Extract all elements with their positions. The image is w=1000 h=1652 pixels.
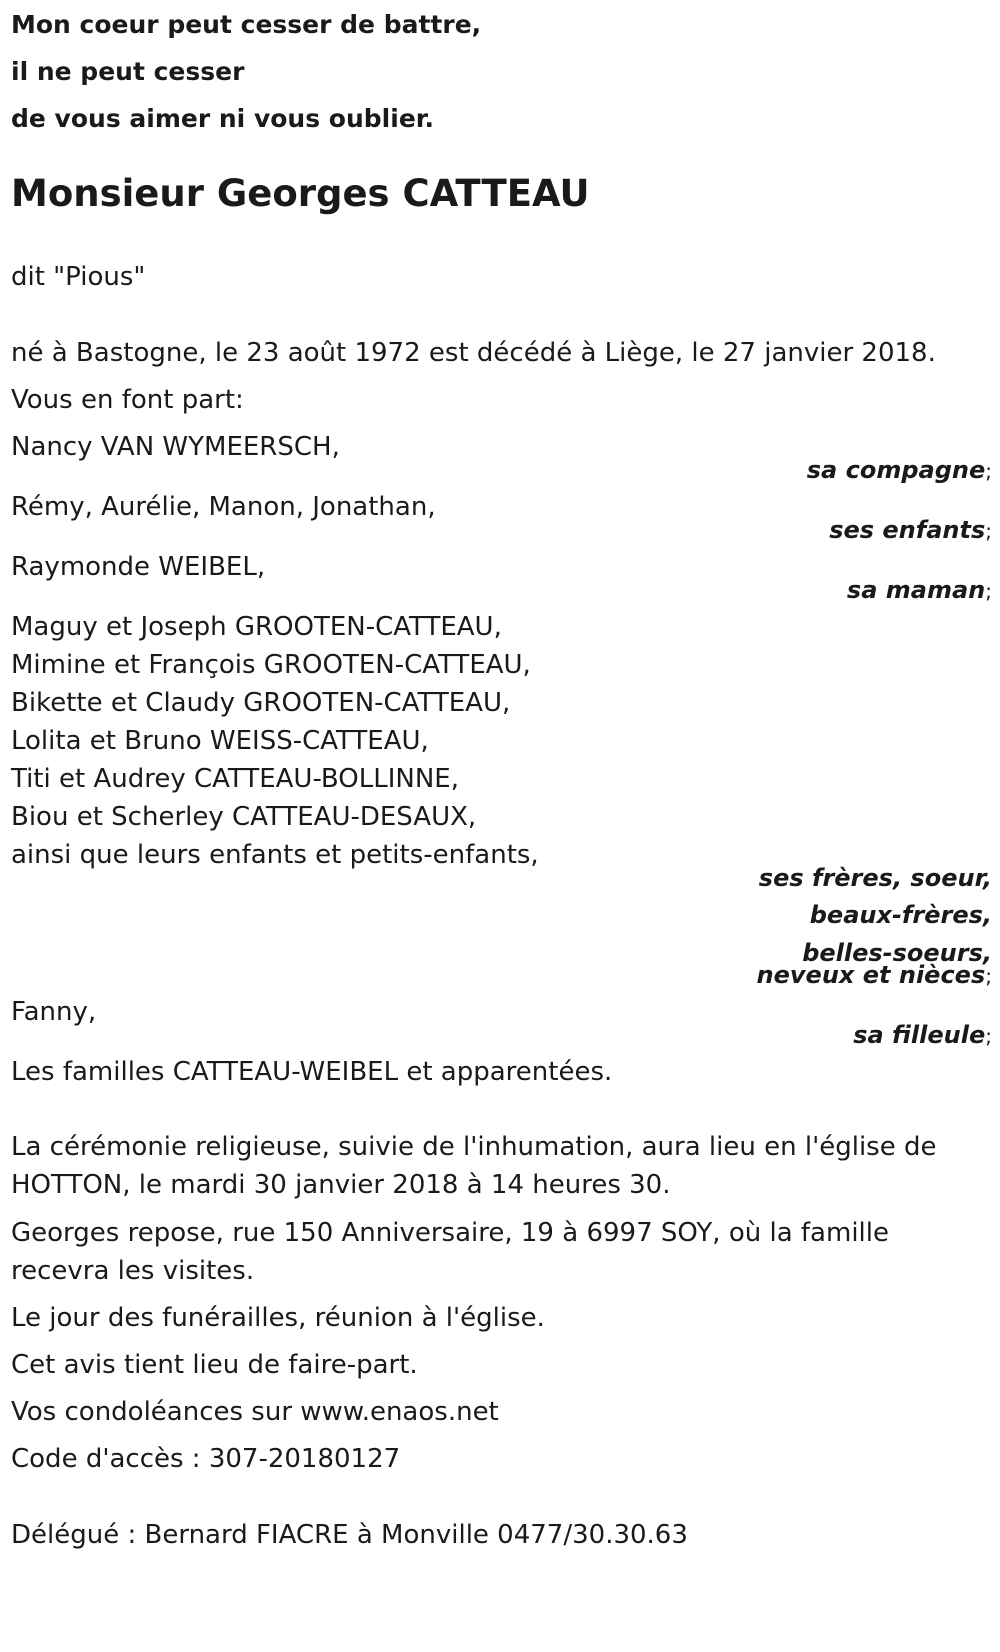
intro-text: Vous en font part: bbox=[11, 385, 244, 415]
siblings-relation-3: belles-soeurs, bbox=[802, 939, 992, 967]
funeral-day-line: Le jour des funérailles, réunion à l'église. bbox=[11, 1303, 545, 1333]
siblings-relation-4: neveux et nièces; bbox=[756, 961, 992, 989]
sibling-line: Bikette et Claudy GROOTEN-CATTEAU, bbox=[11, 688, 511, 718]
birth-death-line: né à Bastogne, le 23 août 1972 est décédé à Liège, le 27 janvier 2018. bbox=[11, 338, 936, 368]
poem-line-2: il ne peut cesser bbox=[11, 57, 245, 86]
deceased-name: Monsieur Georges CATTEAU bbox=[11, 172, 590, 215]
sibling-line: ainsi que leurs enfants et petits-enfants, bbox=[11, 840, 539, 870]
goddaughter-name: Fanny, bbox=[11, 997, 97, 1027]
partner-relation: sa compagne; bbox=[806, 456, 992, 484]
poem-line-1: Mon coeur peut cesser de battre, bbox=[11, 10, 482, 39]
notice-line: Cet avis tient lieu de faire-part. bbox=[11, 1350, 418, 1380]
goddaughter-relation: sa filleule; bbox=[853, 1021, 992, 1049]
siblings-relation-1: ses frères, soeur, bbox=[758, 864, 992, 892]
ceremony-line-2: HOTTON, le mardi 30 janvier 2018 à 14 heures 30. bbox=[11, 1170, 671, 1200]
sibling-line: Titi et Audrey CATTEAU-BOLLINNE, bbox=[11, 764, 459, 794]
sibling-line: Lolita et Bruno WEISS-CATTEAU, bbox=[11, 726, 429, 756]
families-line: Les familles CATTEAU-WEIBEL et apparentées. bbox=[11, 1057, 613, 1087]
sibling-line: Biou et Scherley CATTEAU-DESAUX, bbox=[11, 802, 477, 832]
repose-line-2: recevra les visites. bbox=[11, 1256, 255, 1286]
deceased-nickname: dit "Pious" bbox=[11, 262, 146, 292]
repose-line-1: Georges repose, rue 150 Anniversaire, 19 à 6997 SOY, où la famille bbox=[11, 1218, 889, 1248]
poem-line-3: de vous aimer ni vous oublier. bbox=[11, 104, 435, 133]
delegate-line: Délégué : Bernard FIACRE à Monville 0477/30.30.63 bbox=[11, 1520, 688, 1550]
condolences-line: Vos condoléances sur www.enaos.net bbox=[11, 1397, 499, 1427]
siblings-relation-2: beaux-frères, bbox=[809, 901, 992, 929]
children-relation: ses enfants; bbox=[829, 516, 992, 544]
sibling-line: Maguy et Joseph GROOTEN-CATTEAU, bbox=[11, 612, 502, 642]
partner-name: Nancy VAN WYMEERSCH, bbox=[11, 432, 340, 462]
children-names: Rémy, Aurélie, Manon, Jonathan, bbox=[11, 492, 436, 522]
sibling-line: Mimine et François GROOTEN-CATTEAU, bbox=[11, 650, 531, 680]
access-code-line: Code d'accès : 307-20180127 bbox=[11, 1444, 401, 1474]
mother-relation: sa maman; bbox=[846, 576, 992, 604]
mother-name: Raymonde WEIBEL, bbox=[11, 552, 266, 582]
ceremony-line-1: La cérémonie religieuse, suivie de l'inhumation, aura lieu en l'église de bbox=[11, 1132, 937, 1162]
